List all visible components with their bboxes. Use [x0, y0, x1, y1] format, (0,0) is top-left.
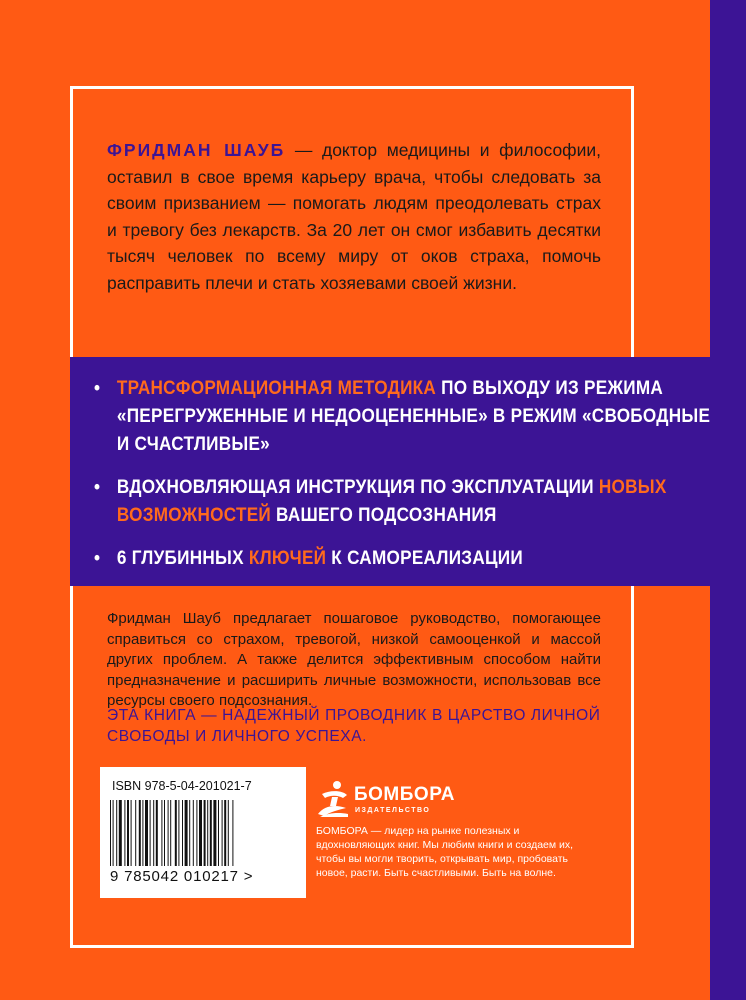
features-band [70, 357, 710, 586]
bullet-icon: • [94, 377, 101, 399]
book-tagline: ЭТА КНИГА — НАДЕЖНЫЙ ПРОВОДНИК В ЦАРСТВО ЛИЧНОЙ СВОБОДЫ И ЛИЧНОГО УСПЕХА. [107, 707, 601, 745]
publisher-block [316, 778, 616, 880]
bullet-icon: • [94, 476, 101, 498]
feature-text: 6 ГЛУБИННЫХ [116, 547, 249, 569]
feature-text: ВДОХНОВЛЯЮЩАЯ ИНСТРУКЦИЯ ПО ЭКСПЛУАТАЦИИ [116, 476, 599, 498]
feature-item-keys [94, 544, 715, 572]
barcode-panel [100, 767, 306, 898]
book-spine [710, 0, 746, 1000]
barcode-icon [110, 800, 296, 868]
feature-highlight: КЛЮЧЕЙ [248, 547, 327, 569]
feature-highlight: НОВЫХ ВОЗМОЖНОСТЕЙ [116, 476, 667, 526]
feature-highlight: ТРАНСФОРМАЦИОННАЯ МЕТОДИКА [116, 377, 437, 399]
feature-item-instruction [94, 473, 715, 529]
features-list [94, 374, 711, 587]
publisher-logo [316, 778, 616, 824]
isbn-label: ISBN 978-5-04-201021-7 [112, 779, 252, 793]
book-description: Фридман Шауб предлагает пошаговое руководство, помогающее справиться со страхом, тревогой, низкой самооценкой и массой других проблем. А также делится эффективным способом найти предназначение и расширить личные возможности, использовав все ресурсы своего подсознания. [107, 610, 601, 709]
author-bio [107, 137, 601, 296]
feature-item-methodology [94, 374, 715, 458]
publisher-description: БОМБОРА — лидер на рынке полезных и вдохновляющих книг. Мы любим книги и создаем их, чтобы вы могли творить, открывать мир, пробовать новое, расти. Быть счастливыми. Быть на волне. [316, 825, 574, 879]
feature-text: К САМОРЕАЛИЗАЦИИ [326, 547, 523, 569]
author-bio-text: — доктор медицины и философии, оставил в свое время карьеру врача, чтобы следовать за своим призванием — помогать людям преодолевать страх и тревогу без лекарств. За 20 лет он смог избавить десятки тысяч человек по всему миру от оков страха, помочь расправить плечи и стать хозяевами своей жизни. [107, 140, 601, 293]
author-name: ФРИДМАН ШАУБ [107, 140, 286, 160]
barcode-number: 9 785042 010217 > [110, 868, 254, 885]
bullet-icon: • [94, 547, 101, 569]
feature-text: ПО ВЫХОДУ ИЗ РЕЖИМА «ПЕРЕГРУЖЕННЫЕ И НЕДООЦЕНЕННЫЕ» В РЕЖИМ «СВОБОДНЫЕ И СЧАСТЛИВЫЕ» [116, 377, 711, 455]
publisher-name: БОМБОРА [354, 784, 455, 805]
feature-text: ВАШЕГО ПОДСОЗНАНИЯ [271, 504, 497, 526]
publisher-subtitle: ИЗДАТЕЛЬСТВО [355, 807, 431, 814]
bombora-wave-figure-icon [316, 780, 350, 818]
